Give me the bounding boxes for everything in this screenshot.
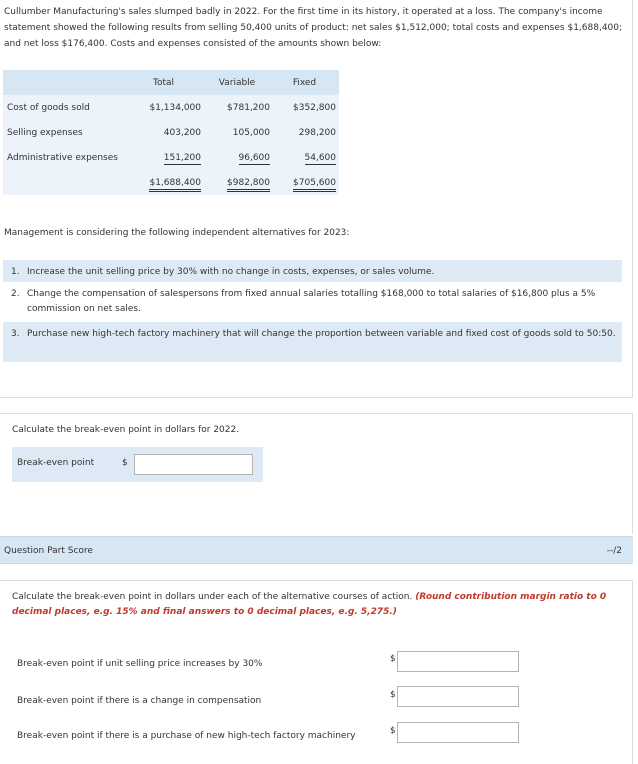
cost-table xyxy=(3,70,339,195)
table-totals-row xyxy=(3,170,339,195)
cell-variable xyxy=(204,145,273,170)
intro-text: Cullumber Manufacturing's sales slumped badly in 2022. For the first time in its history, it operated at a loss. The company's income statement showed the following results from selling 50,400 units of product: net sales $1,512,000; total costs and expenses $1,688,400; and net loss $176,400. Costs and expenses consisted of the amounts shown below: xyxy=(4,7,623,49)
cell-total: 403,200 xyxy=(126,120,204,145)
cell-total: $1,134,000 xyxy=(126,95,204,120)
management-text: Management is considering the following independent alternatives for 2023: xyxy=(4,228,350,238)
alternative-item xyxy=(3,322,622,362)
cell-fixed: 298,200 xyxy=(273,120,339,145)
total-variable-value: $982,800 xyxy=(227,178,270,192)
alt3-break-even-input[interactable] xyxy=(397,722,519,743)
score-label: Question Part Score xyxy=(4,546,93,556)
break-even-row xyxy=(12,447,263,482)
alternative-number: 1. xyxy=(11,267,20,277)
alternative-item xyxy=(3,260,622,282)
table-row xyxy=(3,95,339,120)
total-variable xyxy=(204,170,273,195)
alt1-label: Break-even point if unit selling price increases by 30% xyxy=(17,659,263,669)
row-label: Cost of goods sold xyxy=(3,95,126,120)
total-fixed-value: $705,600 xyxy=(293,178,336,192)
table-header-fixed: Fixed xyxy=(273,70,339,95)
total-fixed xyxy=(273,170,339,195)
alt2-break-even-input[interactable] xyxy=(397,686,519,707)
total-total-value: $1,688,400 xyxy=(149,178,201,192)
alternative-number: 2. xyxy=(11,289,20,299)
row-label: Administrative expenses xyxy=(3,145,126,170)
table-row xyxy=(3,120,339,145)
table-header-total: Total xyxy=(126,70,204,95)
currency-symbol: $ xyxy=(390,726,396,736)
cell-variable: 105,000 xyxy=(204,120,273,145)
alternative-text: Purchase new high-tech factory machinery that will change the proportion between variable and fixed cost of goods sold to 50:50. xyxy=(27,329,616,339)
table-header-row xyxy=(3,70,339,95)
table-header-variable: Variable xyxy=(204,70,273,95)
question-part-2 xyxy=(0,580,633,764)
cell-fixed-value: 54,600 xyxy=(304,152,336,163)
alternative-number: 3. xyxy=(11,329,20,339)
alt1-break-even-input[interactable] xyxy=(397,651,519,672)
alternative-item xyxy=(3,282,622,322)
row-label-blank xyxy=(3,170,126,195)
break-even-input[interactable] xyxy=(134,454,253,475)
table-row xyxy=(3,145,339,170)
alternative-text: Change the compensation of salespersons from fixed annual salaries totalling $168,000 to total salaries of $16,800 plus a 5% commission on net sales. xyxy=(27,289,596,314)
total-total xyxy=(126,170,204,195)
alt2-label: Break-even point if there is a change in compensation xyxy=(17,696,262,706)
cell-variable-value: 96,600 xyxy=(238,152,270,163)
score-value: --/2 xyxy=(606,546,622,556)
row-label: Selling expenses xyxy=(3,120,126,145)
rounding-instruction: (Round contribution margin ratio to 0 decimal places, e.g. 15% and final answers to 0 decimal places, e.g. 5,275.) xyxy=(12,592,607,617)
currency-symbol: $ xyxy=(390,690,396,700)
cell-total-value: 151,200 xyxy=(163,152,201,163)
part2-question xyxy=(12,590,612,620)
part2-question-text: Calculate the break-even point in dollars under each of the alternative courses of action. xyxy=(12,592,413,602)
currency-symbol: $ xyxy=(390,654,396,664)
alt3-label: Break-even point if there is a purchase of new high-tech factory machinery xyxy=(17,731,356,741)
currency-symbol: $ xyxy=(122,458,128,468)
cell-fixed: $352,800 xyxy=(273,95,339,120)
alternative-text: Increase the unit selling price by 30% with no change in costs, expenses, or sales volume. xyxy=(27,267,435,277)
question-part-1 xyxy=(0,413,633,534)
question-part-score-bar xyxy=(0,536,633,564)
part1-question: Calculate the break-even point in dollars for 2022. xyxy=(12,425,240,435)
cell-fixed xyxy=(273,145,339,170)
break-even-label: Break-even point xyxy=(17,458,95,468)
cell-total xyxy=(126,145,204,170)
alternatives-list xyxy=(3,260,622,362)
table-header-blank xyxy=(3,70,126,95)
cell-variable: $781,200 xyxy=(204,95,273,120)
